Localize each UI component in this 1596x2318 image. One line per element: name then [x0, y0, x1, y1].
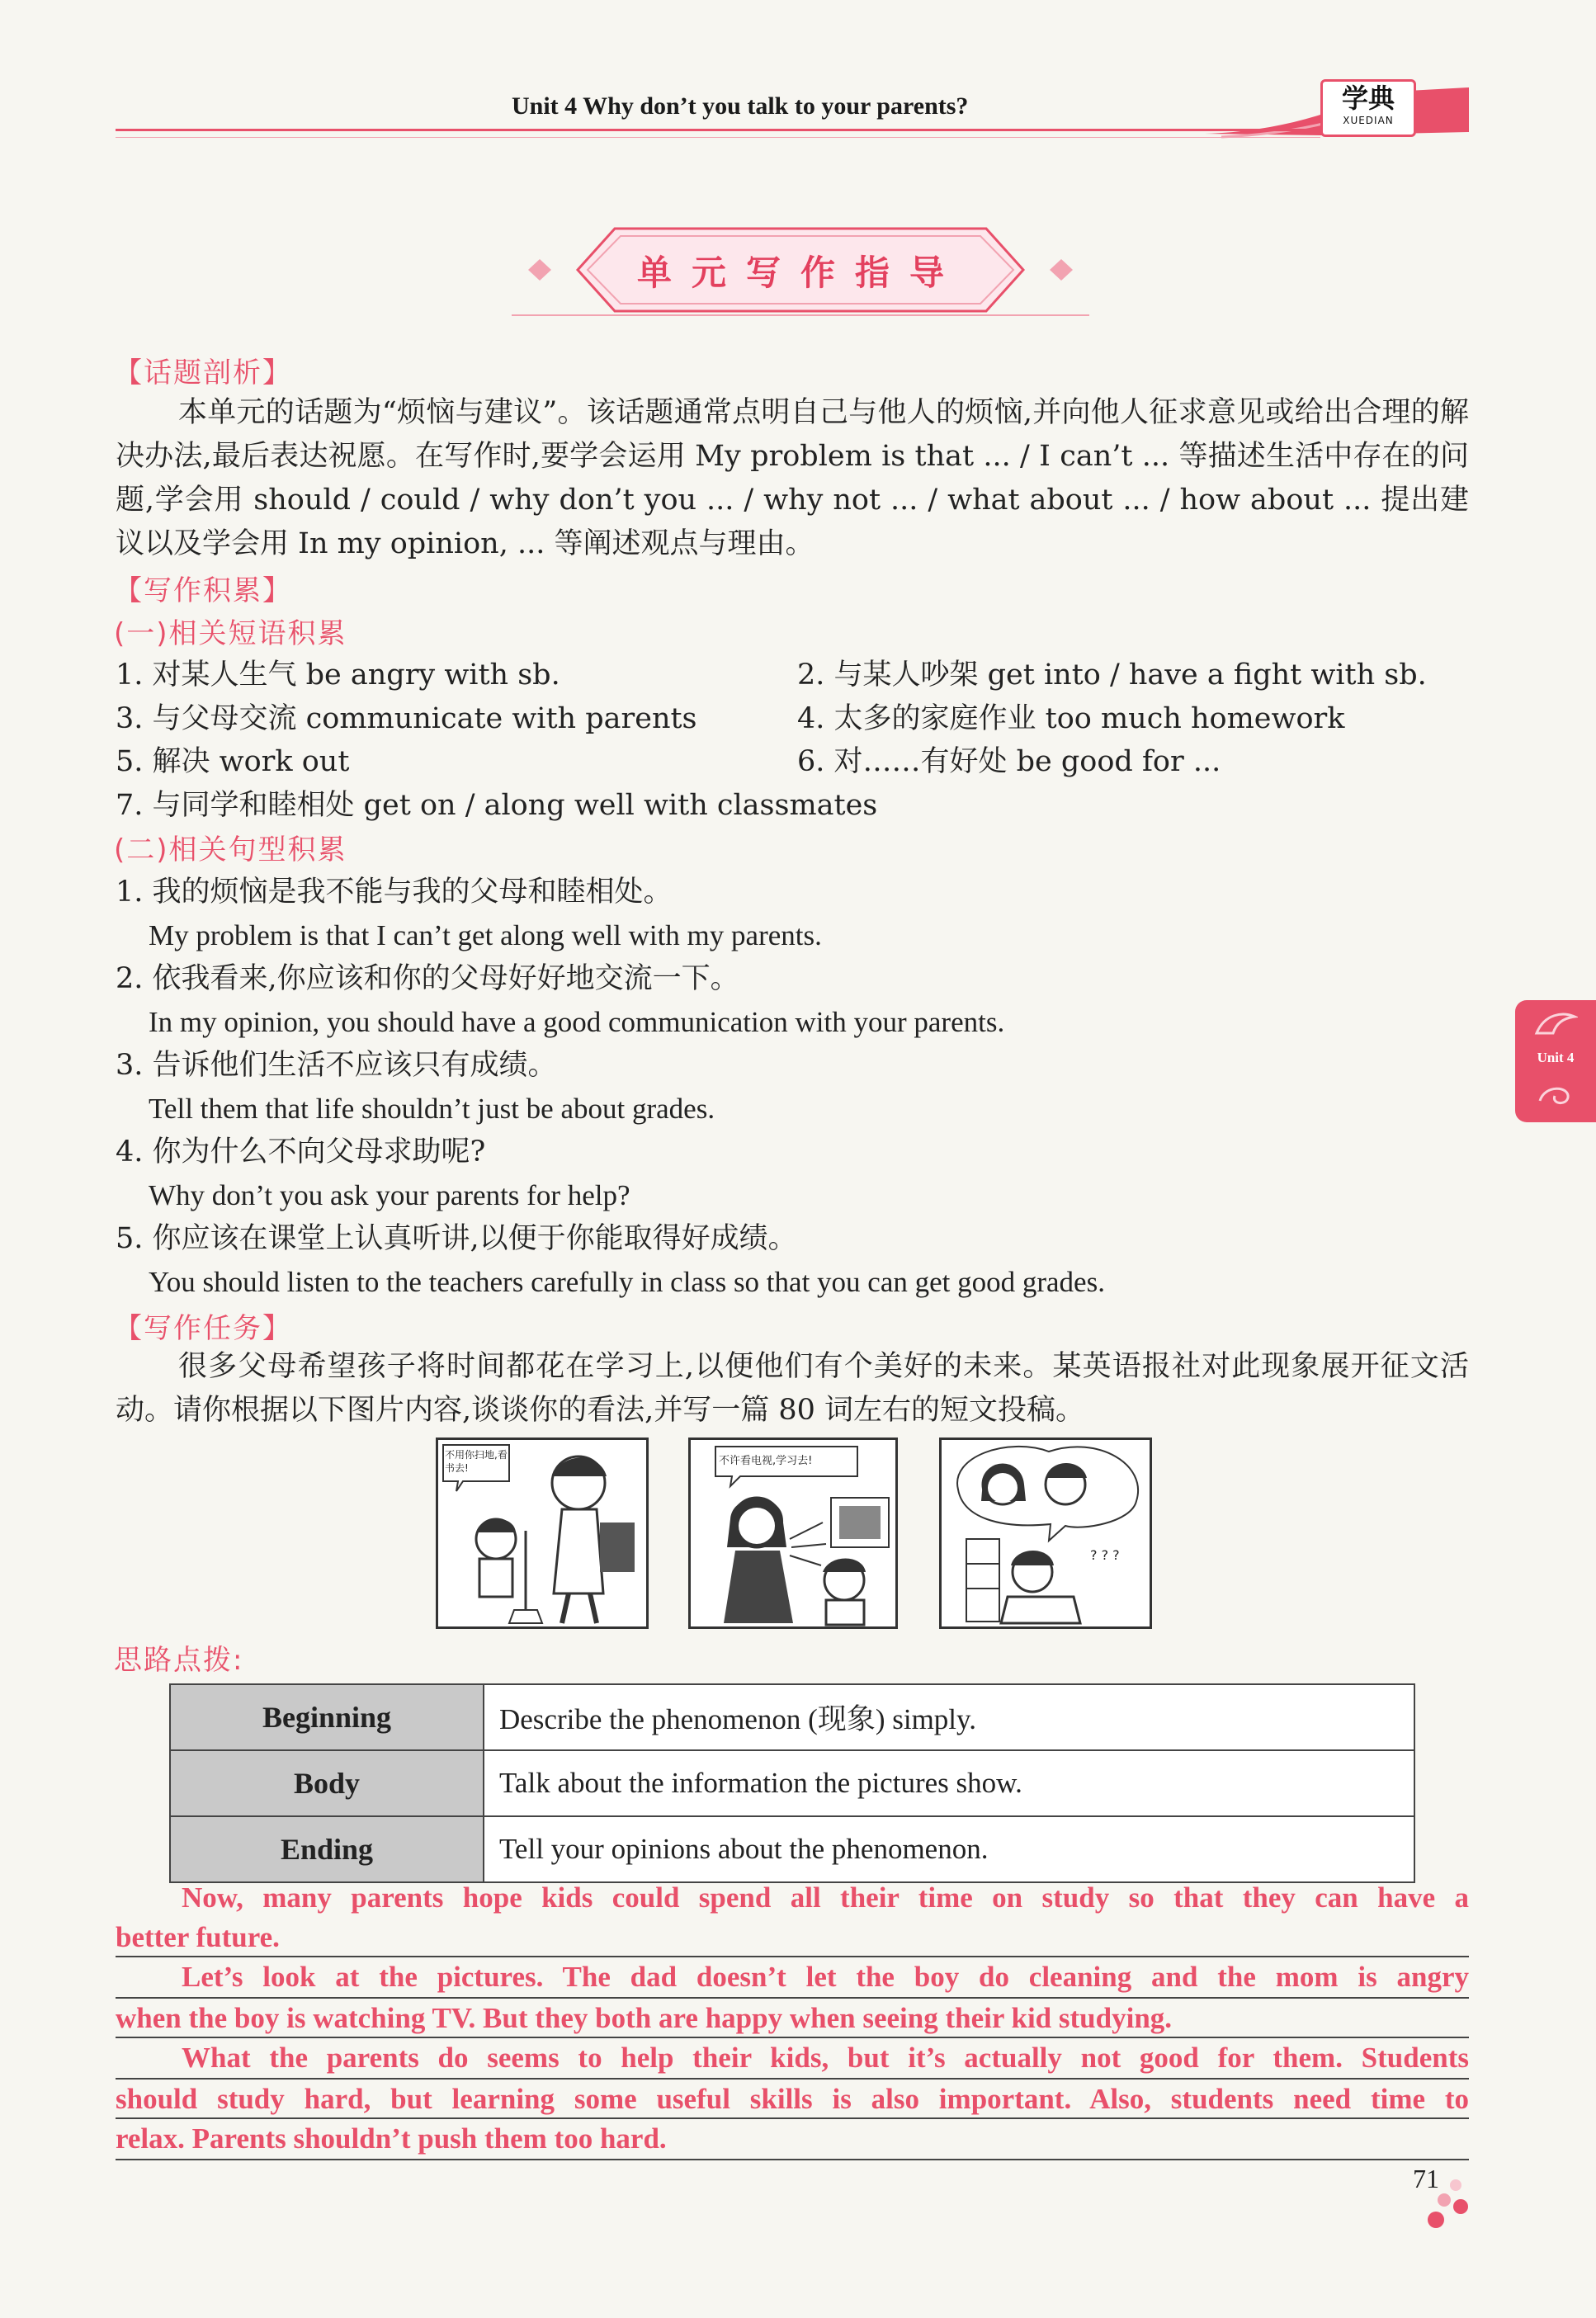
phrase-item: 5. 解决 work out	[116, 745, 350, 778]
answer-rule	[116, 2037, 1469, 2038]
phrase-item: 4. 太多的家庭作业 too much homework	[797, 702, 1345, 735]
cartoon-speech-bubble-1: 不用你扫地,看书去!	[445, 1449, 508, 1474]
table-row-desc: Describe the phenomenon (现象) simply.	[484, 1684, 1414, 1750]
section-hints-label: 思路点拨:	[114, 1644, 244, 1677]
section-phrases-label: (一)相关短语积累	[114, 617, 347, 650]
section-sentences-label: (二)相关句型积累	[114, 833, 347, 866]
writing-guide-table	[169, 1683, 1415, 1883]
table-row-desc: Talk about the information the pictures show.	[484, 1750, 1414, 1816]
table-row-header: Body	[170, 1750, 484, 1816]
table-row	[170, 1684, 1414, 1750]
phrase-item: 3. 与父母交流 communicate with parents	[116, 702, 697, 735]
answer-line: better future.	[116, 1921, 280, 1953]
answer-rule	[116, 2159, 1469, 2160]
sentence-cn: 2. 依我看来,你应该和你的父母好好地交流一下。	[116, 962, 739, 995]
cartoon-panel-dad-sweeping	[436, 1438, 649, 1629]
phrase-item: 7. 与同学和睦相处 get on / along well with classmates	[116, 789, 878, 822]
phrase-item: 2. 与某人吵架 get into / have a fight with sb.	[797, 659, 1427, 692]
wing-icon	[1533, 1008, 1578, 1041]
cartoon-question-marks: ? ? ?	[1090, 1547, 1120, 1563]
answer-line: should study hard, but learning some useful skills is also important. Also, students need time to	[116, 2083, 1469, 2115]
sentence-en: In my opinion, you should have a good communication with your parents.	[149, 1006, 1005, 1038]
answer-rule	[116, 2078, 1469, 2080]
page-number: 71	[1413, 2164, 1439, 2193]
answer-rule	[116, 1956, 1469, 1957]
cartoon-panel-mom-angry	[688, 1438, 898, 1629]
side-tab-label: Unit 4	[1537, 1050, 1575, 1065]
answer-line: relax. Parents shouldn’t push them too hard.	[116, 2122, 667, 2155]
sentence-cn: 1. 我的烦恼是我不能与我的父母和睦相处。	[116, 876, 673, 909]
running-header-title: Unit 4 Why don’t you talk to your parents?	[512, 92, 969, 120]
topic-paragraph: 本单元的话题为“烦恼与建议”。该话题通常点明自己与他人的烦恼,并向他人征求意见或给出合理的解决办法,最后表达祝愿。在写作时,要学会运用 My problem is that ... / I can’t ... 等描述生活中存在的问题,学会用 should / could / why don’t you ... / why not ... / what about ... / how about ... 提出建议以及学会用 In my opinion, ... 等阐述观点与理由。	[116, 396, 1469, 560]
cartoon-panel-parents-happy	[939, 1438, 1152, 1629]
unit-side-tab	[1515, 1000, 1596, 1122]
section-task-label: 【写作任务】	[114, 1312, 292, 1345]
answer-rule	[116, 2117, 1469, 2119]
logo-chinese: 学典	[1341, 83, 1395, 114]
table-row-desc: Tell your opinions about the phenomenon.	[484, 1816, 1414, 1882]
header-rule-thin	[116, 137, 1320, 138]
section-accumulation-label: 【写作积累】	[114, 574, 292, 607]
sentence-cn: 5. 你应该在课堂上认真听讲,以便于你能取得好成绩。	[116, 1222, 797, 1255]
answer-line: Let’s look at the pictures. The dad doesn’t let the boy do cleaning and the mom is angry	[182, 1961, 1469, 1993]
table-row-header: Beginning	[170, 1684, 484, 1750]
answer-line: when the boy is watching TV. But they both are happy when seeing their kid studying.	[116, 2002, 1173, 2034]
sentence-en: Tell them that life shouldn’t just be about grades.	[149, 1093, 715, 1125]
dots-decoration-icon	[1423, 2179, 1472, 2245]
table-row	[170, 1750, 1414, 1816]
table-row-header: Ending	[170, 1816, 484, 1882]
answer-line: What the parents do seems to help their kids, but it’s actually not good for them. Students	[182, 2042, 1469, 2074]
task-paragraph: 很多父母希望孩子将时间都花在学习上,以便他们有个美好的未来。某英语报社对此现象展开征文活动。请你根据以下图片内容,谈谈你的看法,并写一篇 80 词左右的短文投稿。	[116, 1350, 1469, 1427]
header-rule	[116, 129, 1320, 131]
table-row	[170, 1816, 1414, 1882]
sentence-cn: 3. 告诉他们生活不应该只有成绩。	[116, 1049, 557, 1082]
answer-line: Now, many parents hope kids could spend all their time on study so that they can have a	[182, 1881, 1469, 1914]
sentence-en: My problem is that I can’t get along well with my parents.	[149, 919, 822, 951]
publisher-logo	[1320, 79, 1416, 137]
sentence-cn: 4. 你为什么不向父母求助呢?	[116, 1135, 486, 1168]
cartoon-speech-bubble-2: 不许看电视,学习去!	[719, 1455, 813, 1467]
logo-english: XUEDIAN	[1343, 115, 1394, 126]
swirl-icon	[1533, 1079, 1578, 1112]
banner-title: 单元写作指导	[636, 253, 964, 293]
sentence-en: Why don’t you ask your parents for help?	[149, 1179, 630, 1211]
section-topic-label: 【话题剖析】	[114, 356, 292, 389]
answer-rule	[116, 1997, 1469, 1999]
phrase-item: 6. 对……有好处 be good for ...	[797, 745, 1221, 778]
phrase-item: 1. 对某人生气 be angry with sb.	[116, 659, 560, 692]
sentence-en: You should listen to the teachers carefully in class so that you can get good grades.	[149, 1266, 1105, 1298]
